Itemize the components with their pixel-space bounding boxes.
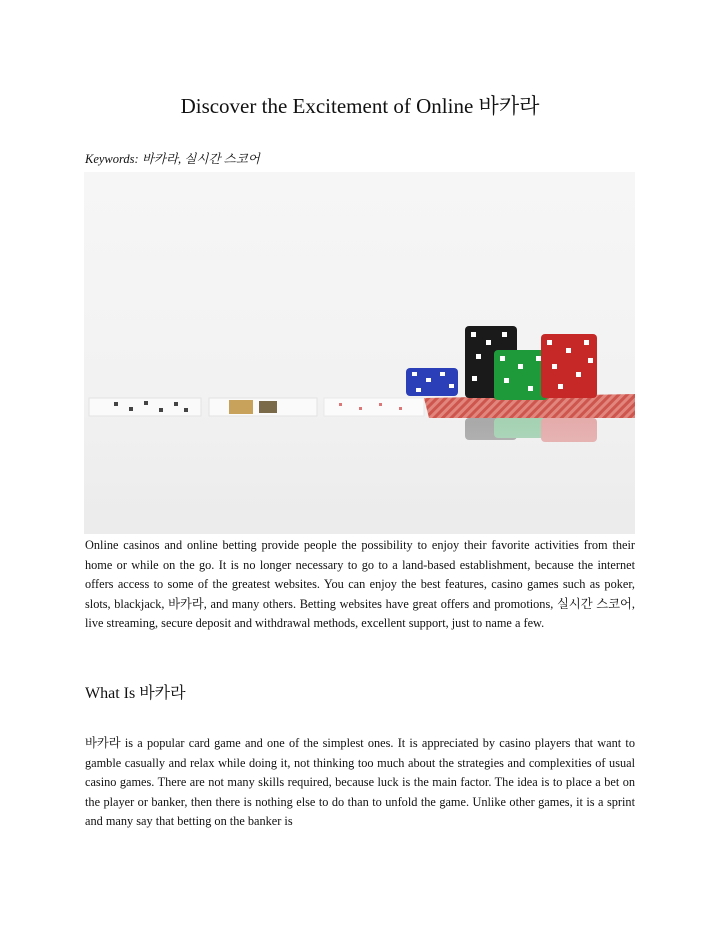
keywords-line bbox=[85, 150, 260, 168]
intro-paragraph: Online casinos and online betting provide people the possibility to enjoy their favorite activities from their home or while on the go. It is no longer necessary to go to a land-based establishment, because the internet offers access to some of the greatest websites. You can enjoy the best features, casino games such as poker, slots, blackjack, 바카라, and many others. Betting websites have great offers and promotions, 실시간 스코어, live streaming, secure deposit and withdrawal methods, excellent support, just to name a few. bbox=[85, 538, 635, 631]
keywords-label: Keywords: bbox=[85, 152, 139, 166]
keywords-value: 바카라, 실시간 스코어 bbox=[141, 152, 260, 166]
section-paragraph: 바카라 is a popular card game and one of the simplest ones. It is appreciated by casino players that want to gamble casually and relax while doing it, not thinking too much about the strategies and complexities of usual casino games. There are not many skills required, because luck is the main factor. The idea is to place a bet on the player or banker, then there is nothing else to do than to unfold the game. Unlike other games, it is a sprint and many say that betting on the banker is bbox=[85, 736, 635, 829]
section-heading: What Is 바카라 bbox=[85, 685, 186, 702]
document-title: Discover the Excitement of Online 바카라 bbox=[180, 94, 540, 118]
hero-image-casino-chips bbox=[84, 172, 635, 534]
